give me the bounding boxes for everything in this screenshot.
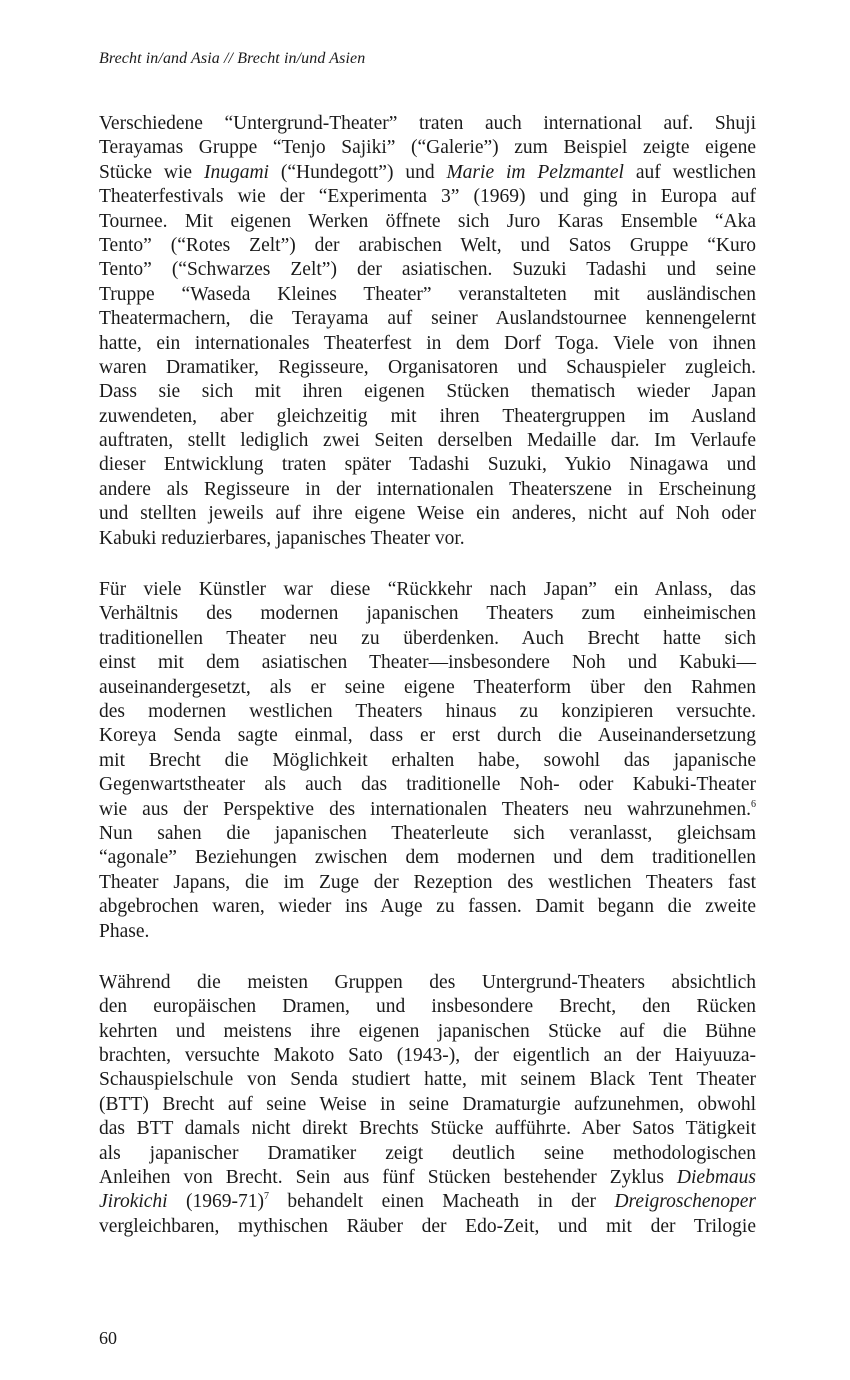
text-run: Schauspielschule von Senda studiert hatte, mit seinem Black Tent Theater [99,1069,756,1091]
text-run: das BTT damals nicht direkt Brechts Stücke aufführte. Aber Satos Tätigkeit [99,1118,756,1140]
text-line [99,210,756,234]
text-line [99,380,756,404]
text-run: wie aus der Perspektive des internationalen Theaters neu wahrzunehmen. [99,798,751,820]
text-line [99,453,756,477]
text-run: (1969-71) [167,1191,264,1213]
text-line [99,478,756,502]
text-line [99,307,756,331]
text-line [99,920,756,944]
text-line [99,1044,756,1068]
text-line [99,112,756,136]
text-line [99,846,756,870]
text-run: Koreya Senda sagte einmal, dass er erst durch die Auseinandersetzung [99,725,756,747]
text-line [99,1142,756,1166]
text-run: Anleihen von Brecht. Sein aus fünf Stücken bestehender Zyklus [99,1167,677,1189]
text-run: Für viele Künstler war diese “Rückkehr nach Japan” ein Anlass, das [99,579,756,601]
text-run: Tento” (“Rotes Zelt”) der arabischen Welt, und Satos Gruppe “Kuro [99,234,756,256]
text-run: den europäischen Dramen, und insbesondere Brecht, den Rücken [99,996,756,1018]
italic-title: Jirokichi [99,1191,168,1213]
text-run: auseinandergesetzt, als er seine eigene Theaterform über den Rahmen [99,676,756,698]
italic-title: Marie im Pelzmantel [446,161,624,183]
text-run: als japanischer Dramatiker zeigt deutlich seine methodologischen [99,1142,756,1164]
text-run: Verhältnis des modernen japanischen Theaters zum einheimischen [99,603,756,625]
text-run: Verschiedene “Untergrund-Theater” traten auch international auf. Shuji [99,113,756,134]
text-run: (“Hundegott”) und [268,161,447,183]
text-line [99,895,756,919]
text-run: einst mit dem asiatischen Theater—insbesondere Noh und Kabuki— [99,652,756,674]
text-run: auf westlichen [623,161,756,183]
text-run: Terayamas Gruppe “Tenjo Sajiki” (“Galerie”) zum Beispiel zeigte eigene [99,137,756,159]
text-run: Theater Japans, die im Zuge der Rezeption des westlichen Theaters fast [99,871,756,893]
text-run: kehrten und meistens ihre eigenen japanischen Stücke auf die Bühne [99,1020,756,1042]
text-line [99,871,756,895]
text-run: Stücke wie [99,161,204,183]
text-line [99,995,756,1019]
text-run: Nun sahen die japanischen Theaterleute sich veranlasst, gleichsam [99,822,756,844]
text-run: Tento” (“Schwarzes Zelt”) der asiatischen. Suzuki Tadashi und seine [99,259,756,281]
text-run: Phase. [99,920,150,942]
text-run: andere als Regisseure in der internationalen Theaterszene in Erscheinung [99,478,756,500]
text-run: vergleichbaren, mythischen Räuber der Edo-Zeit, und mit der Trilogie [99,1215,756,1237]
text-line [99,798,756,822]
text-run: waren Dramatiker, Regisseure, Organisatoren und Schauspieler zugleich. [99,356,756,378]
body-text [99,112,756,1266]
text-line [99,1068,756,1092]
text-line [99,773,756,797]
text-run: Gegenwartstheater als auch das traditionelle Noh- oder Kabuki-Theater [99,774,756,796]
paragraph [99,971,756,1239]
page-number: 60 [99,1328,117,1348]
text-line [99,502,756,526]
text-line [99,283,756,307]
italic-title: Inugami [203,161,269,183]
text-run: traditionellen Theater neu zu überdenken. Auch Brecht hatte sich [99,627,756,649]
text-run: Theatermachern, die Terayama auf seiner Auslandstournee kennengelernt [99,308,756,330]
footnote-ref: 6 [751,798,756,810]
text-line [99,356,756,380]
text-run: Theaterfestivals wie der “Experimenta 3” (1969) und ging in Europa auf [99,186,756,208]
text-line [99,578,756,602]
text-run: mit Brecht die Möglichkeit erhalten habe, sowohl das japanische [99,749,756,771]
paragraph [99,578,756,944]
text-line [99,527,756,551]
text-run: dieser Entwicklung traten später Tadashi Suzuki, Yukio Ninagawa und [99,454,756,476]
text-run: auftraten, stellt lediglich zwei Seiten derselben Medaille dar. Im Verlaufe [99,430,756,452]
text-line [99,1215,756,1239]
text-line [99,700,756,724]
paragraph [99,112,756,551]
text-line [99,161,756,185]
text-run: zuwendeten, aber gleichzeitig mit ihren Theatergruppen im Ausland [99,405,756,427]
text-run: Kabuki reduzierbares, japanisches Theater vor. [99,527,465,549]
text-run: Tournee. Mit eigenen Werken öffnete sich Juro Karas Ensemble “Aka [99,210,756,232]
text-line [99,822,756,846]
text-line [99,136,756,160]
text-run: Truppe “Waseda Kleines Theater” veranstalteten mit ausländischen [99,283,756,305]
text-line [99,258,756,282]
text-line [99,627,756,651]
text-line [99,185,756,209]
text-run: des modernen westlichen Theaters hinaus zu konzipieren versuchte. [99,700,756,722]
text-line [99,676,756,700]
text-run: Dass sie sich mit ihren eigenen Stücken thematisch wieder Japan [99,381,756,403]
footnote-ref: 7 [264,1191,269,1203]
italic-title: Diebmaus [676,1167,756,1189]
text-line [99,429,756,453]
text-run: hatte, ein internationales Theaterfest in dem Dorf Toga. Viele von ihnen [99,332,756,354]
italic-title: Dreigroschenoper [614,1191,756,1213]
text-line [99,971,756,995]
text-run: Während die meisten Gruppen des Untergrund-Theaters absichtlich [99,971,756,993]
text-run: abgebrochen waren, wieder ins Auge zu fassen. Damit begann die zweite [99,896,756,918]
text-line [99,234,756,258]
text-run: brachten, versuchte Makoto Sato (1943-), der eigentlich an der Haiyuuza- [99,1045,756,1067]
text-line [99,1190,756,1214]
text-line [99,332,756,356]
text-line [99,749,756,773]
text-run: und stellten jeweils auf ihre eigene Weise ein anderes, nicht auf Noh oder [99,503,756,525]
text-run: “agonale” Beziehungen zwischen dem modernen und dem traditionellen [99,847,756,869]
text-run: behandelt einen Macheath in der [269,1191,615,1213]
text-line [99,1020,756,1044]
text-line [99,405,756,429]
text-line [99,602,756,626]
running-head: Brecht in/and Asia // Brecht in/und Asien [99,50,366,67]
text-run: (BTT) Brecht auf seine Weise in seine Dramaturgie aufzunehmen, obwohl [99,1093,756,1115]
text-line [99,651,756,675]
text-line [99,1166,756,1190]
text-line [99,1093,756,1117]
text-line [99,724,756,748]
text-line [99,1117,756,1141]
